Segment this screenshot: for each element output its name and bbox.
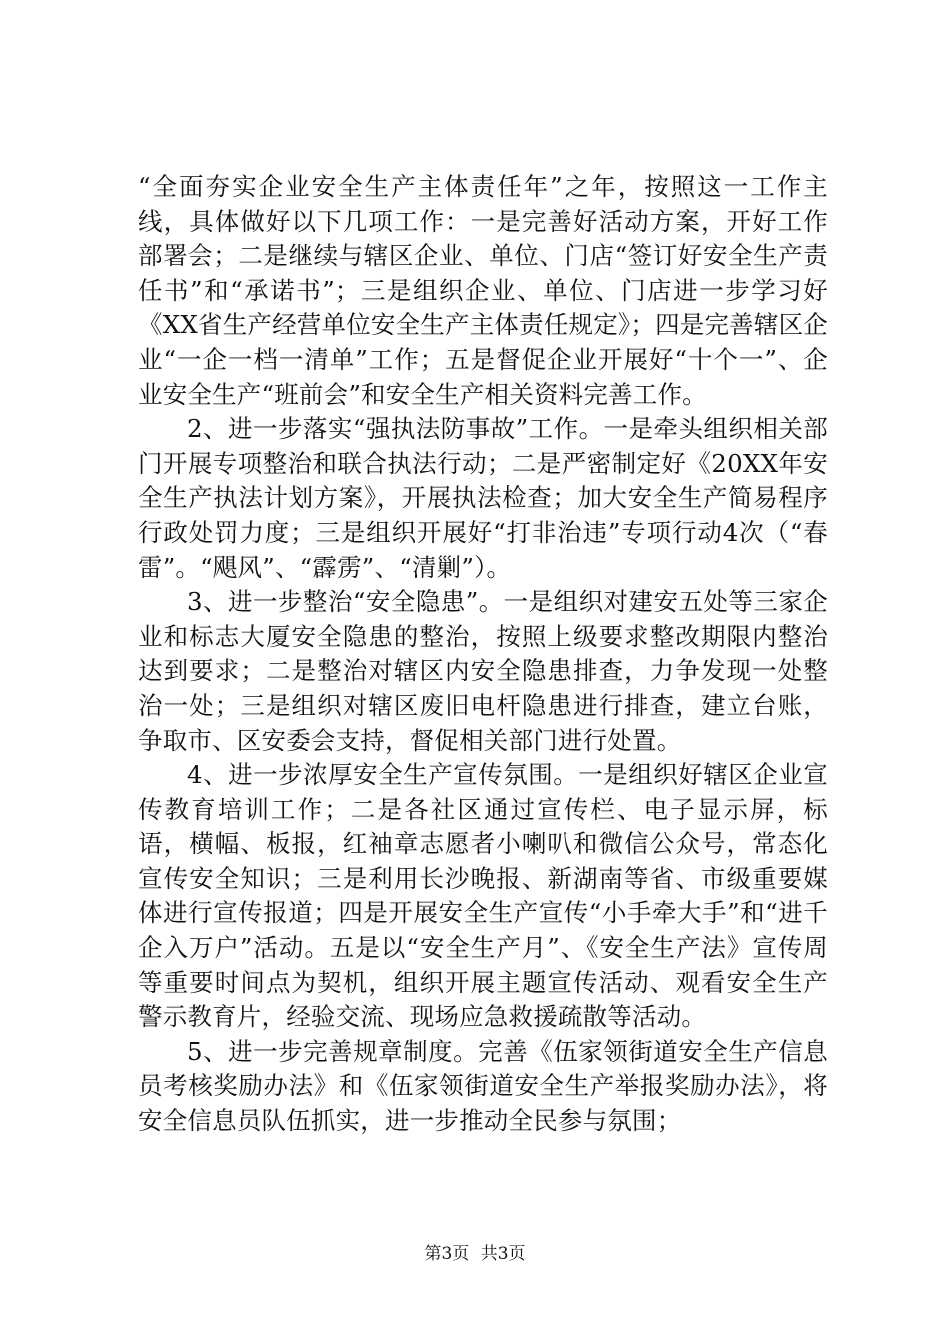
page-total: 共3页 — [480, 1244, 526, 1264]
page-footer — [0, 1242, 950, 1266]
paragraph-3: 3、进一步整治“安全隐患”。一是组织对建安五处等三家企业和标志大厦安全隐患的整治，按照上级要求整改期限内整治达到要求；二是整治对辖区内安全隐患排查，力争发现一处整治一处；三是组织对辖区废旧电杆隐患进行排查，建立台账，争取市、区安委会支持，督促相关部门进行处置。 — [138, 587, 828, 755]
paragraph-2: 2、进一步落实“强执法防事故”工作。一是牵头组织相关部门开展专项整治和联合执法行动；二是严密制定好《20XX年安全生产执法计划方案》，开展执法检查；加大安全生产简易程序行政处罚力度；三是组织开展好“打非治违”专项行动4次（“春雷”。“飓风”、“霹雳”、“清剿”）。 — [138, 414, 828, 582]
page-number: 第3页 — [424, 1244, 470, 1264]
document-body — [138, 170, 828, 1139]
paragraph-5: 5、进一步完善规章制度。完善《伍家领街道安全生产信息员考核奖励办法》和《伍家领街道安全生产举报奖励办法》，将安全信息员队伍抓实，进一步推动全民参与氛围； — [138, 1036, 828, 1136]
paragraph-4: 4、进一步浓厚安全生产宣传氛围。一是组织好辖区企业宣传教育培训工作；二是各社区通过宣传栏、电子显示屏，标语，横幅、板报，红袖章志愿者小喇叭和微信公众号，常态化宣传安全知识；三是利用长沙晚报、新湖南等省、市级重要媒体进行宣传报道；四是开展安全生产宣传“小手牵大手”和“进千企入万户”活动。五是以“安全生产月”、《安全生产法》宣传周等重要时间点为契机，组织开展主题宣传活动、观看安全生产警示教育片，经验交流、现场应急救援疏散等活动。 — [138, 760, 828, 1032]
paragraph-1: “全面夯实企业安全生产主体责任年”之年，按照这一工作主线，具体做好以下几项工作：一是完善好活动方案，开好工作部署会；二是继续与辖区企业、单位、门店“签订好安全生产责任书”和“承诺书”；三是组织企业、单位、门店进一步学习好《XX省生产经营单位安全生产主体责任规定》；四是完善辖区企业“一企一档一清单”工作；五是督促企业开展好“十个一”、企业安全生产“班前会”和安全生产相关资料完善工作。 — [138, 172, 828, 409]
